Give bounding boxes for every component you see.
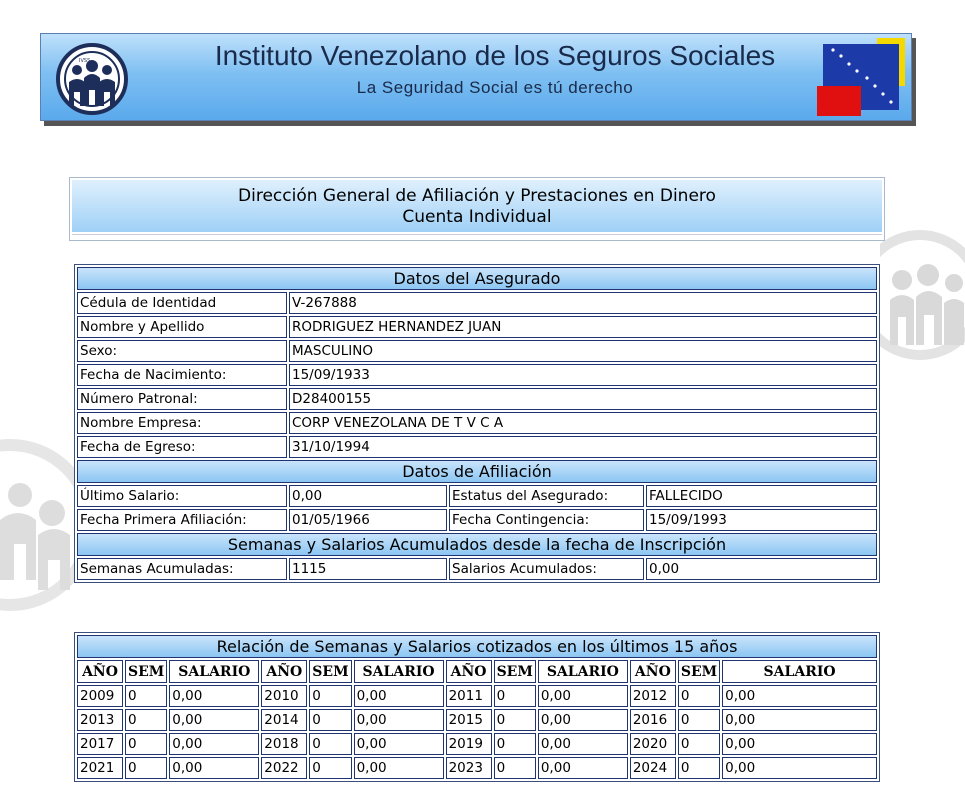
col-year: AÑO [630,660,676,683]
salary-cell: 0,00 [538,757,628,779]
salary-cell: 0,00 [722,685,877,707]
salaries-label: Salarios Acumulados: [449,558,644,580]
year-cell: 2017 [77,733,123,755]
field-value: 31/10/1994 [289,436,877,458]
salary-cell: 0,00 [169,709,259,731]
ivss-logo-icon [55,42,129,116]
insured-data-table [74,264,880,583]
svg-text:IVSS: IVSS [79,58,91,64]
accumulated-section-title: Semanas y Salarios Acumulados desde la fecha de Inscripción [77,533,877,556]
col-salary: SALARIO [354,660,444,683]
year-cell: 2018 [261,733,307,755]
year-cell: 2011 [446,685,492,707]
weeks-cell: 0 [678,709,720,731]
venezuela-flag-icon [817,38,907,116]
weeks-cell: 0 [125,733,167,755]
salary-cell: 0,00 [722,733,877,755]
insured-row [77,316,877,338]
salaries-value: 0,00 [646,558,877,580]
salary-cell: 0,00 [354,733,444,755]
field-label: Sexo: [77,340,287,362]
weeks-cell: 0 [309,757,351,779]
col-year: AÑO [261,660,307,683]
col-weeks: SEM [309,660,351,683]
institute-title: Instituto Venezolano de los Seguros Sociales [214,40,776,71]
history-row [77,685,877,707]
weeks-cell: 0 [125,709,167,731]
insured-row [77,388,877,410]
year-cell: 2015 [446,709,492,731]
salary-cell: 0,00 [354,757,444,779]
year-cell: 2019 [446,733,492,755]
salary-cell: 0,00 [354,709,444,731]
insured-row [77,292,877,314]
salary-cell: 0,00 [538,685,628,707]
year-cell: 2022 [261,757,307,779]
year-cell: 2023 [446,757,492,779]
col-salary: SALARIO [722,660,877,683]
affiliation-section-title: Datos de Afiliación [77,460,877,483]
department-name: Dirección General de Afiliación y Prestaciones en Dinero [238,186,716,206]
first-affiliation-value: 01/05/1966 [289,509,447,531]
salary-cell: 0,00 [722,757,877,779]
year-cell: 2012 [630,685,676,707]
salary-cell: 0,00 [169,685,259,707]
col-salary: SALARIO [169,660,259,683]
history-row [77,709,877,731]
contribution-history-table [74,632,880,782]
weeks-cell: 0 [494,757,536,779]
field-value: CORP VENEZOLANA DE T V C A [289,412,877,434]
year-cell: 2020 [630,733,676,755]
field-label: Nombre y Apellido [77,316,287,338]
weeks-cell: 0 [125,685,167,707]
weeks-cell: 0 [678,733,720,755]
year-cell: 2010 [261,685,307,707]
insured-row [77,412,877,434]
weeks-cell: 0 [309,733,351,755]
year-cell: 2024 [630,757,676,779]
field-label: Número Patronal: [77,388,287,410]
weeks-cell: 0 [309,709,351,731]
watermark-logo-left [0,425,75,625]
department-header [69,177,885,241]
insured-row [77,364,877,386]
field-label: Fecha de Egreso: [77,436,287,458]
watermark-logo-right [880,225,965,365]
first-affiliation-label: Fecha Primera Afiliación: [77,509,287,531]
salary-cell: 0,00 [538,709,628,731]
col-weeks: SEM [678,660,720,683]
history-header-row [77,660,877,683]
salary-cell: 0,00 [722,709,877,731]
last-salary-value: 0,00 [289,485,447,507]
field-label: Cédula de Identidad [77,292,287,314]
col-year: AÑO [446,660,492,683]
institute-banner [40,33,912,121]
year-cell: 2014 [261,709,307,731]
institute-subtitle: La Seguridad Social es tú derecho [356,78,634,97]
year-cell: 2013 [77,709,123,731]
col-salary: SALARIO [538,660,628,683]
salary-cell: 0,00 [169,757,259,779]
insured-row [77,340,877,362]
col-weeks: SEM [494,660,536,683]
col-weeks: SEM [125,660,167,683]
status-value: FALLECIDO [646,485,877,507]
history-row [77,757,877,779]
weeks-cell: 0 [125,757,167,779]
weeks-value: 1115 [289,558,447,580]
year-cell: 2009 [77,685,123,707]
field-value: RODRIGUEZ HERNANDEZ JUAN [289,316,877,338]
history-row [77,733,877,755]
insured-row [77,436,877,458]
weeks-cell: 0 [494,685,536,707]
field-label: Nombre Empresa: [77,412,287,434]
weeks-label: Semanas Acumuladas: [77,558,287,580]
salary-cell: 0,00 [169,733,259,755]
weeks-cell: 0 [494,733,536,755]
salary-cell: 0,00 [354,685,444,707]
last-salary-label: Último Salario: [77,485,287,507]
contingency-label: Fecha Contingencia: [449,509,644,531]
insured-section-title: Datos del Asegurado [77,267,877,290]
contingency-value: 15/09/1993 [646,509,877,531]
weeks-cell: 0 [309,685,351,707]
weeks-cell: 0 [494,709,536,731]
status-label: Estatus del Asegurado: [449,485,644,507]
history-title: Relación de Semanas y Salarios cotizados en los últimos 15 años [77,635,877,658]
account-type: Cuenta Individual [402,207,552,227]
year-cell: 2016 [630,709,676,731]
col-year: AÑO [77,660,123,683]
weeks-cell: 0 [678,757,720,779]
field-value: MASCULINO [289,340,877,362]
year-cell: 2021 [77,757,123,779]
field-value: V-267888 [289,292,877,314]
salary-cell: 0,00 [538,733,628,755]
field-value: D28400155 [289,388,877,410]
weeks-cell: 0 [678,685,720,707]
field-label: Fecha de Nacimiento: [77,364,287,386]
field-value: 15/09/1933 [289,364,877,386]
